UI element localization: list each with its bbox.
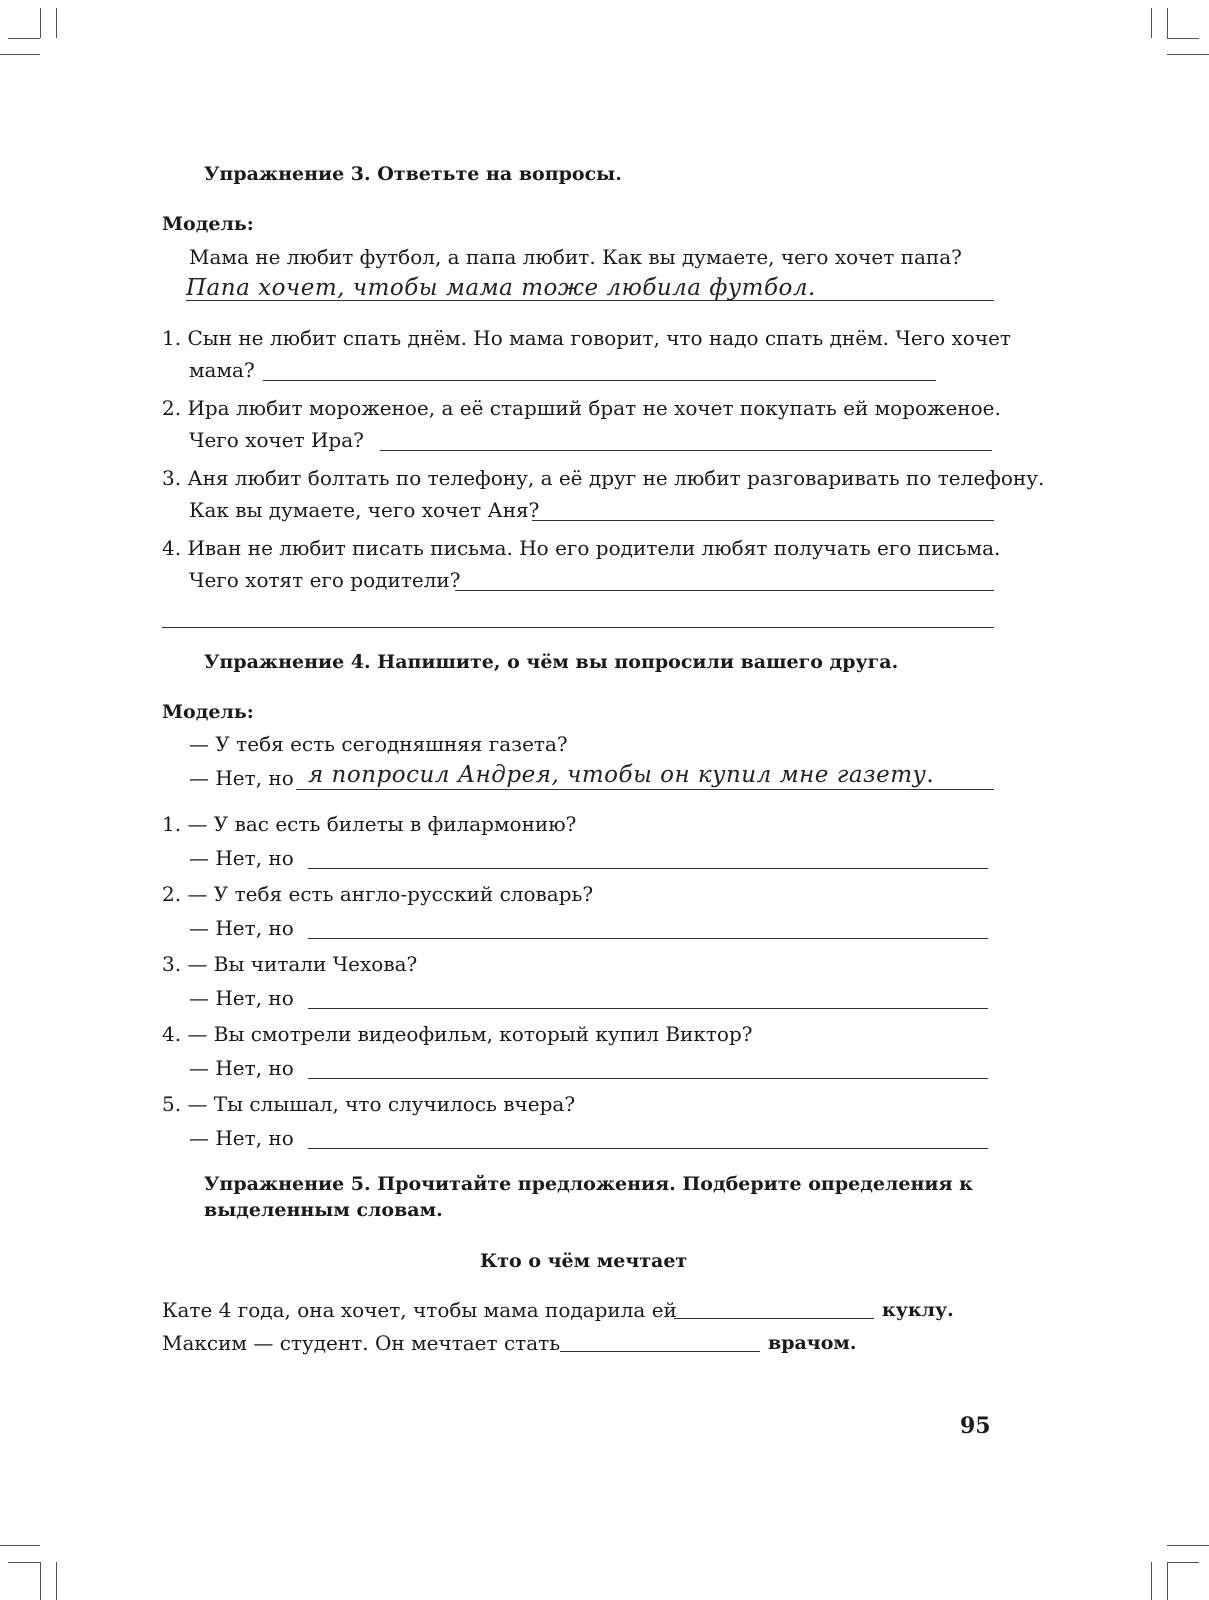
exercise-3-model-question: Мама не любит футбол, а папа любит. Как вы думаете, чего хочет папа?: [189, 245, 962, 269]
exercise-5-subtitle: Кто о чём мечтает: [480, 1250, 688, 1272]
exercise-3-item-4-line-1: 4. Иван не любит писать письма. Но его родители любят получать его письма.: [162, 536, 1001, 560]
highlighted-word: врачом: [768, 1332, 850, 1354]
answer-line[interactable]: [674, 1318, 874, 1319]
answer-line[interactable]: [308, 1078, 988, 1079]
answer-line: [296, 789, 994, 790]
exercise-4-item-1-question: 1. — У вас есть билеты в филармонию?: [162, 812, 577, 836]
exercise-5-sentence-2-text: Максим — студент. Он мечтает стать: [162, 1331, 561, 1355]
sentence-end: .: [849, 1332, 857, 1354]
highlighted-word: куклу: [882, 1299, 948, 1321]
answer-line[interactable]: [162, 627, 994, 628]
exercise-4-item-1-answer-prefix: — Нет, но: [189, 846, 294, 870]
exercise-4-item-3-answer-prefix: — Нет, но: [189, 986, 294, 1010]
exercise-4-item-5-answer-prefix: — Нет, но: [189, 1126, 294, 1150]
exercise-4-model-prefix: — Нет, но: [189, 766, 294, 790]
exercise-5-title-line-2: выделенным словам.: [204, 1199, 443, 1221]
page-number: 95: [960, 1413, 991, 1439]
answer-line: [186, 300, 994, 301]
exercise-5-sentence-1-text: Кате 4 года, она хочет, чтобы мама подарила ей: [162, 1298, 677, 1322]
exercise-3-item-3-line-1: 3. Аня любит болтать по телефону, а её друг не любит разговаривать по телефону.: [162, 466, 1045, 490]
exercise-4-item-5-question: 5. — Ты слышал, что случилось вчера?: [162, 1092, 576, 1116]
exercise-3-model-handwritten-answer: Папа хочет, чтобы мама тоже любила футбол.: [186, 275, 816, 301]
exercise-4-title: Упражнение 4. Напишите, о чём вы попросили вашего друга.: [204, 651, 899, 673]
exercise-5-sentence-1-highlighted-word: [882, 1298, 954, 1322]
exercise-4-item-2-question: 2. — У тебя есть англо-русский словарь?: [162, 882, 594, 906]
exercise-4-item-2-answer-prefix: — Нет, но: [189, 916, 294, 940]
answer-line[interactable]: [263, 380, 936, 381]
answer-line[interactable]: [308, 1008, 988, 1009]
exercise-4-model-question: — У тебя есть сегодняшняя газета?: [189, 732, 568, 756]
exercise-4-item-4-answer-prefix: — Нет, но: [189, 1056, 294, 1080]
answer-line[interactable]: [308, 868, 988, 869]
answer-line[interactable]: [560, 1351, 760, 1352]
answer-line[interactable]: [532, 520, 994, 521]
exercise-3-item-2-line-2: Чего хочет Ира?: [189, 428, 364, 452]
answer-line[interactable]: [380, 450, 992, 451]
exercise-4-model-handwritten-answer: я попросил Андрея, чтобы он купил мне газету.: [308, 762, 935, 788]
exercise-5-sentence-2-highlighted-word: [768, 1331, 857, 1355]
exercise-4-item-3-question: 3. — Вы читали Чехова?: [162, 952, 418, 976]
exercise-4-item-4-question: 4. — Вы смотрели видеофильм, который купил Виктор?: [162, 1022, 753, 1046]
exercise-3-title: Упражнение 3. Ответьте на вопросы.: [204, 163, 622, 185]
answer-line[interactable]: [308, 938, 988, 939]
exercise-4-model-label: Модель:: [162, 701, 254, 723]
exercise-5-title-line-1: Упражнение 5. Прочитайте предложения. Подберите определения к: [204, 1173, 973, 1195]
exercise-3-item-2-line-1: 2. Ира любит мороженое, а её старший брат не хочет покупать ей мороженое.: [162, 396, 1001, 420]
answer-line[interactable]: [455, 590, 994, 591]
answer-line[interactable]: [308, 1148, 988, 1149]
exercise-3-item-3-line-2: Как вы думаете, чего хочет Аня?: [189, 498, 540, 522]
sentence-end: .: [947, 1299, 954, 1321]
exercise-3-model-label: Модель:: [162, 213, 254, 235]
exercise-3-item-1-line-1: 1. Сын не любит спать днём. Но мама говорит, что надо спать днём. Чего хочет: [162, 326, 1011, 350]
exercise-3-item-1-line-2: мама?: [189, 358, 255, 382]
exercise-3-item-4-line-2: Чего хотят его родители?: [189, 568, 461, 592]
